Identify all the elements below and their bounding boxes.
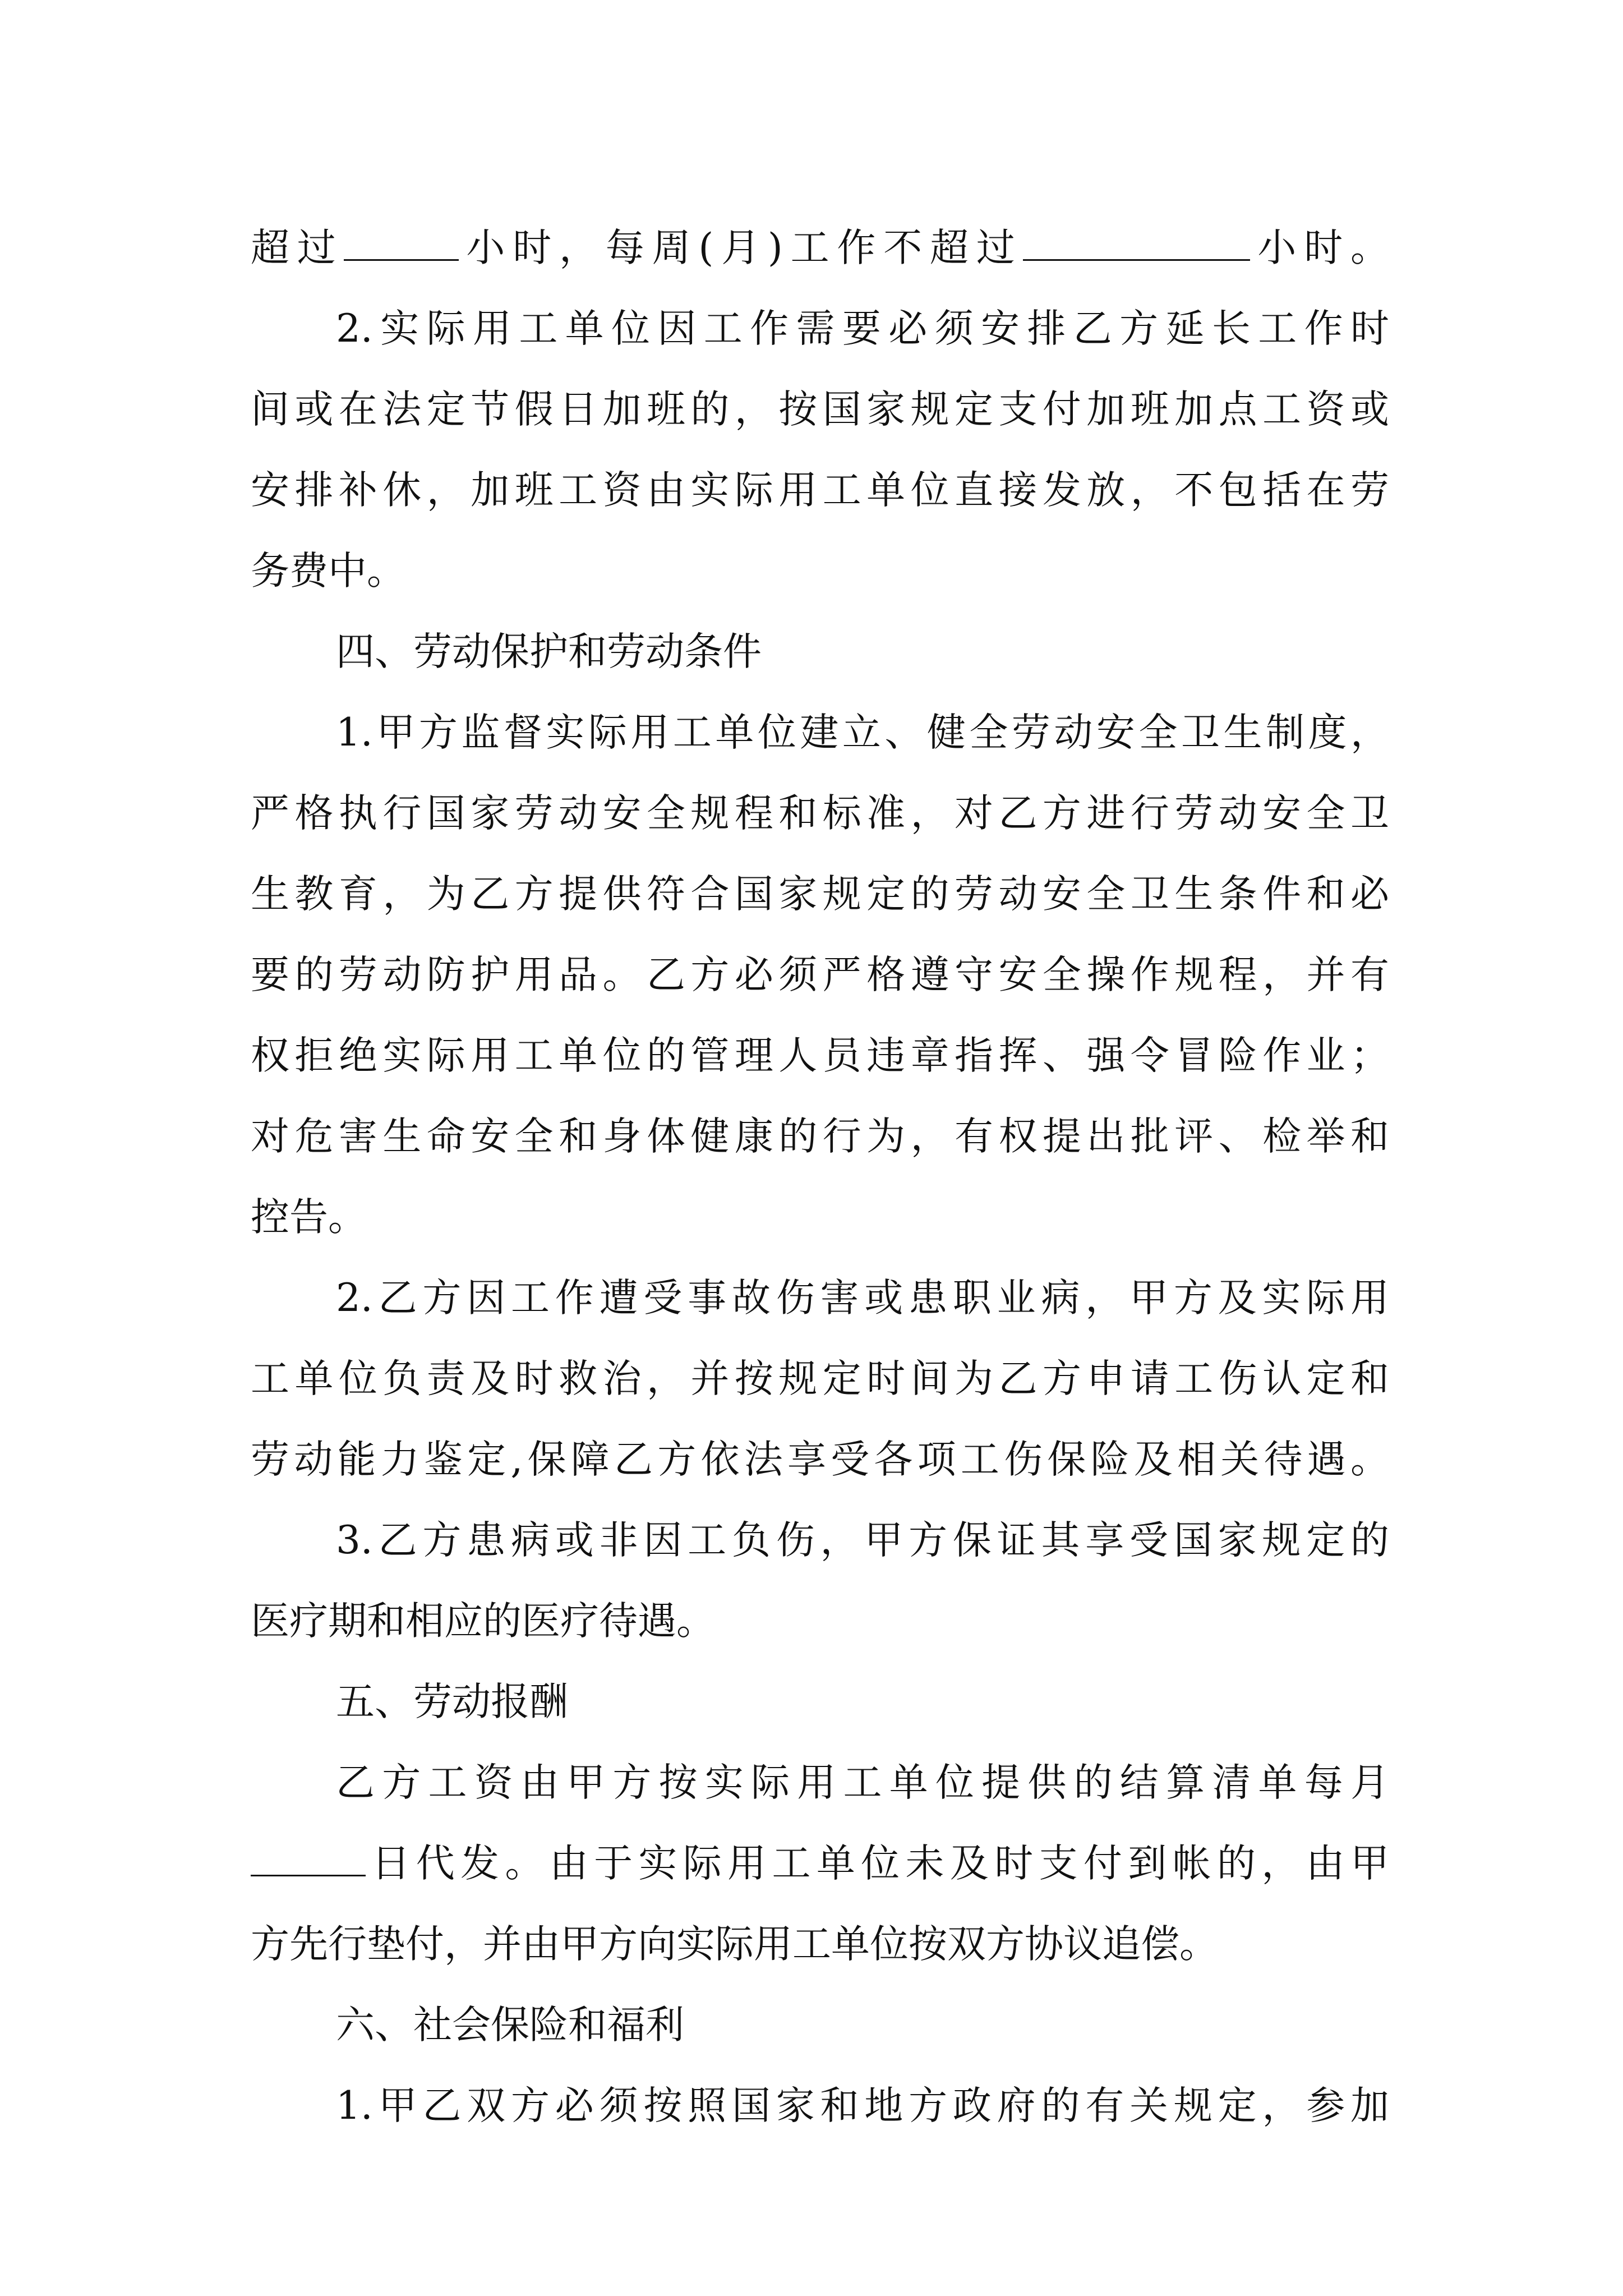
clause-3-2-line: 务费中。 [251,549,405,593]
clause-4-1-line: 权拒绝实际用工单位的管理人员违章指挥、强令冒险作业； [251,1033,1389,1078]
clause-6-1-line: 1.甲乙双方必须按照国家和地方政府的有关规定，参加 [336,2083,1389,2128]
clause-4-1-line: 1.甲方监督实际用工单位建立、健全劳动安全卫生制度， [336,710,1389,755]
section-heading-5: 五、劳动报酬 [336,1680,568,1724]
text-segment: 小时，每周(月)工作不超过 [458,226,1023,270]
text-segment: 超过 [251,226,344,270]
clause-4-1-line: 严格执行国家劳动安全规程和标准，对乙方进行劳动安全卫 [251,791,1389,836]
clause-4-1-line: 要的劳动防护用品。乙方必须严格遵守安全操作规程，并有 [251,953,1389,997]
clause-4-3-line: 3.乙方患病或非因工负伤，甲方保证其享受国家规定的 [336,1518,1389,1563]
fill-in-blank-hours-per-day[interactable] [344,219,459,261]
fill-in-blank-hours-per-week[interactable] [1023,219,1250,261]
fill-in-blank-pay-day[interactable] [251,1834,366,1876]
section-heading-6: 六、社会保险和福利 [336,2003,684,2047]
text-segment: 日代发。由于实际用工单位未及时支付到帐的，由甲 [366,1841,1389,1886]
clause-4-1-line: 生教育，为乙方提供符合国家规定的劳动安全卫生条件和必 [251,872,1389,917]
text-line-1 [251,208,1389,288]
clause-3-2-line: 安排补休，加班工资由实际用工单位直接发放，不包括在劳 [251,468,1389,513]
text-segment: 小时。 [1249,226,1390,270]
clause-4-2-line: 劳动能力鉴定,保障乙方依法享受各项工伤保险及相关待遇。 [251,1437,1389,1482]
document-body [251,208,1389,2146]
clause-3-2-line: 2.实际用工单位因工作需要必须安排乙方延长工作时 [336,306,1389,351]
clause-3-2-line: 间或在法定节假日加班的，按国家规定支付加班加点工资或 [251,387,1389,432]
clause-4-3-line: 医疗期和相应的医疗待遇。 [251,1599,715,1644]
clause-4-2-line: 2.乙方因工作遭受事故伤害或患职业病，甲方及实际用 [336,1276,1389,1320]
clause-4-2-line: 工单位负责及时救治，并按规定时间为乙方申请工伤认定和 [251,1356,1389,1401]
clause-4-1-line: 对危害生命安全和身体健康的行为，有权提出批评、检举和 [251,1114,1389,1159]
clause-4-1-line: 控告。 [251,1195,367,1240]
clause-5-line: 方先行垫付，并由甲方向实际用工单位按双方协议追偿。 [251,1922,1218,1967]
clause-5-line [251,1823,1389,1904]
section-heading-4: 四、劳动保护和劳动条件 [336,629,762,674]
clause-5-line: 乙方工资由甲方按实际用工单位提供的结算清单每月 [336,1760,1389,1805]
